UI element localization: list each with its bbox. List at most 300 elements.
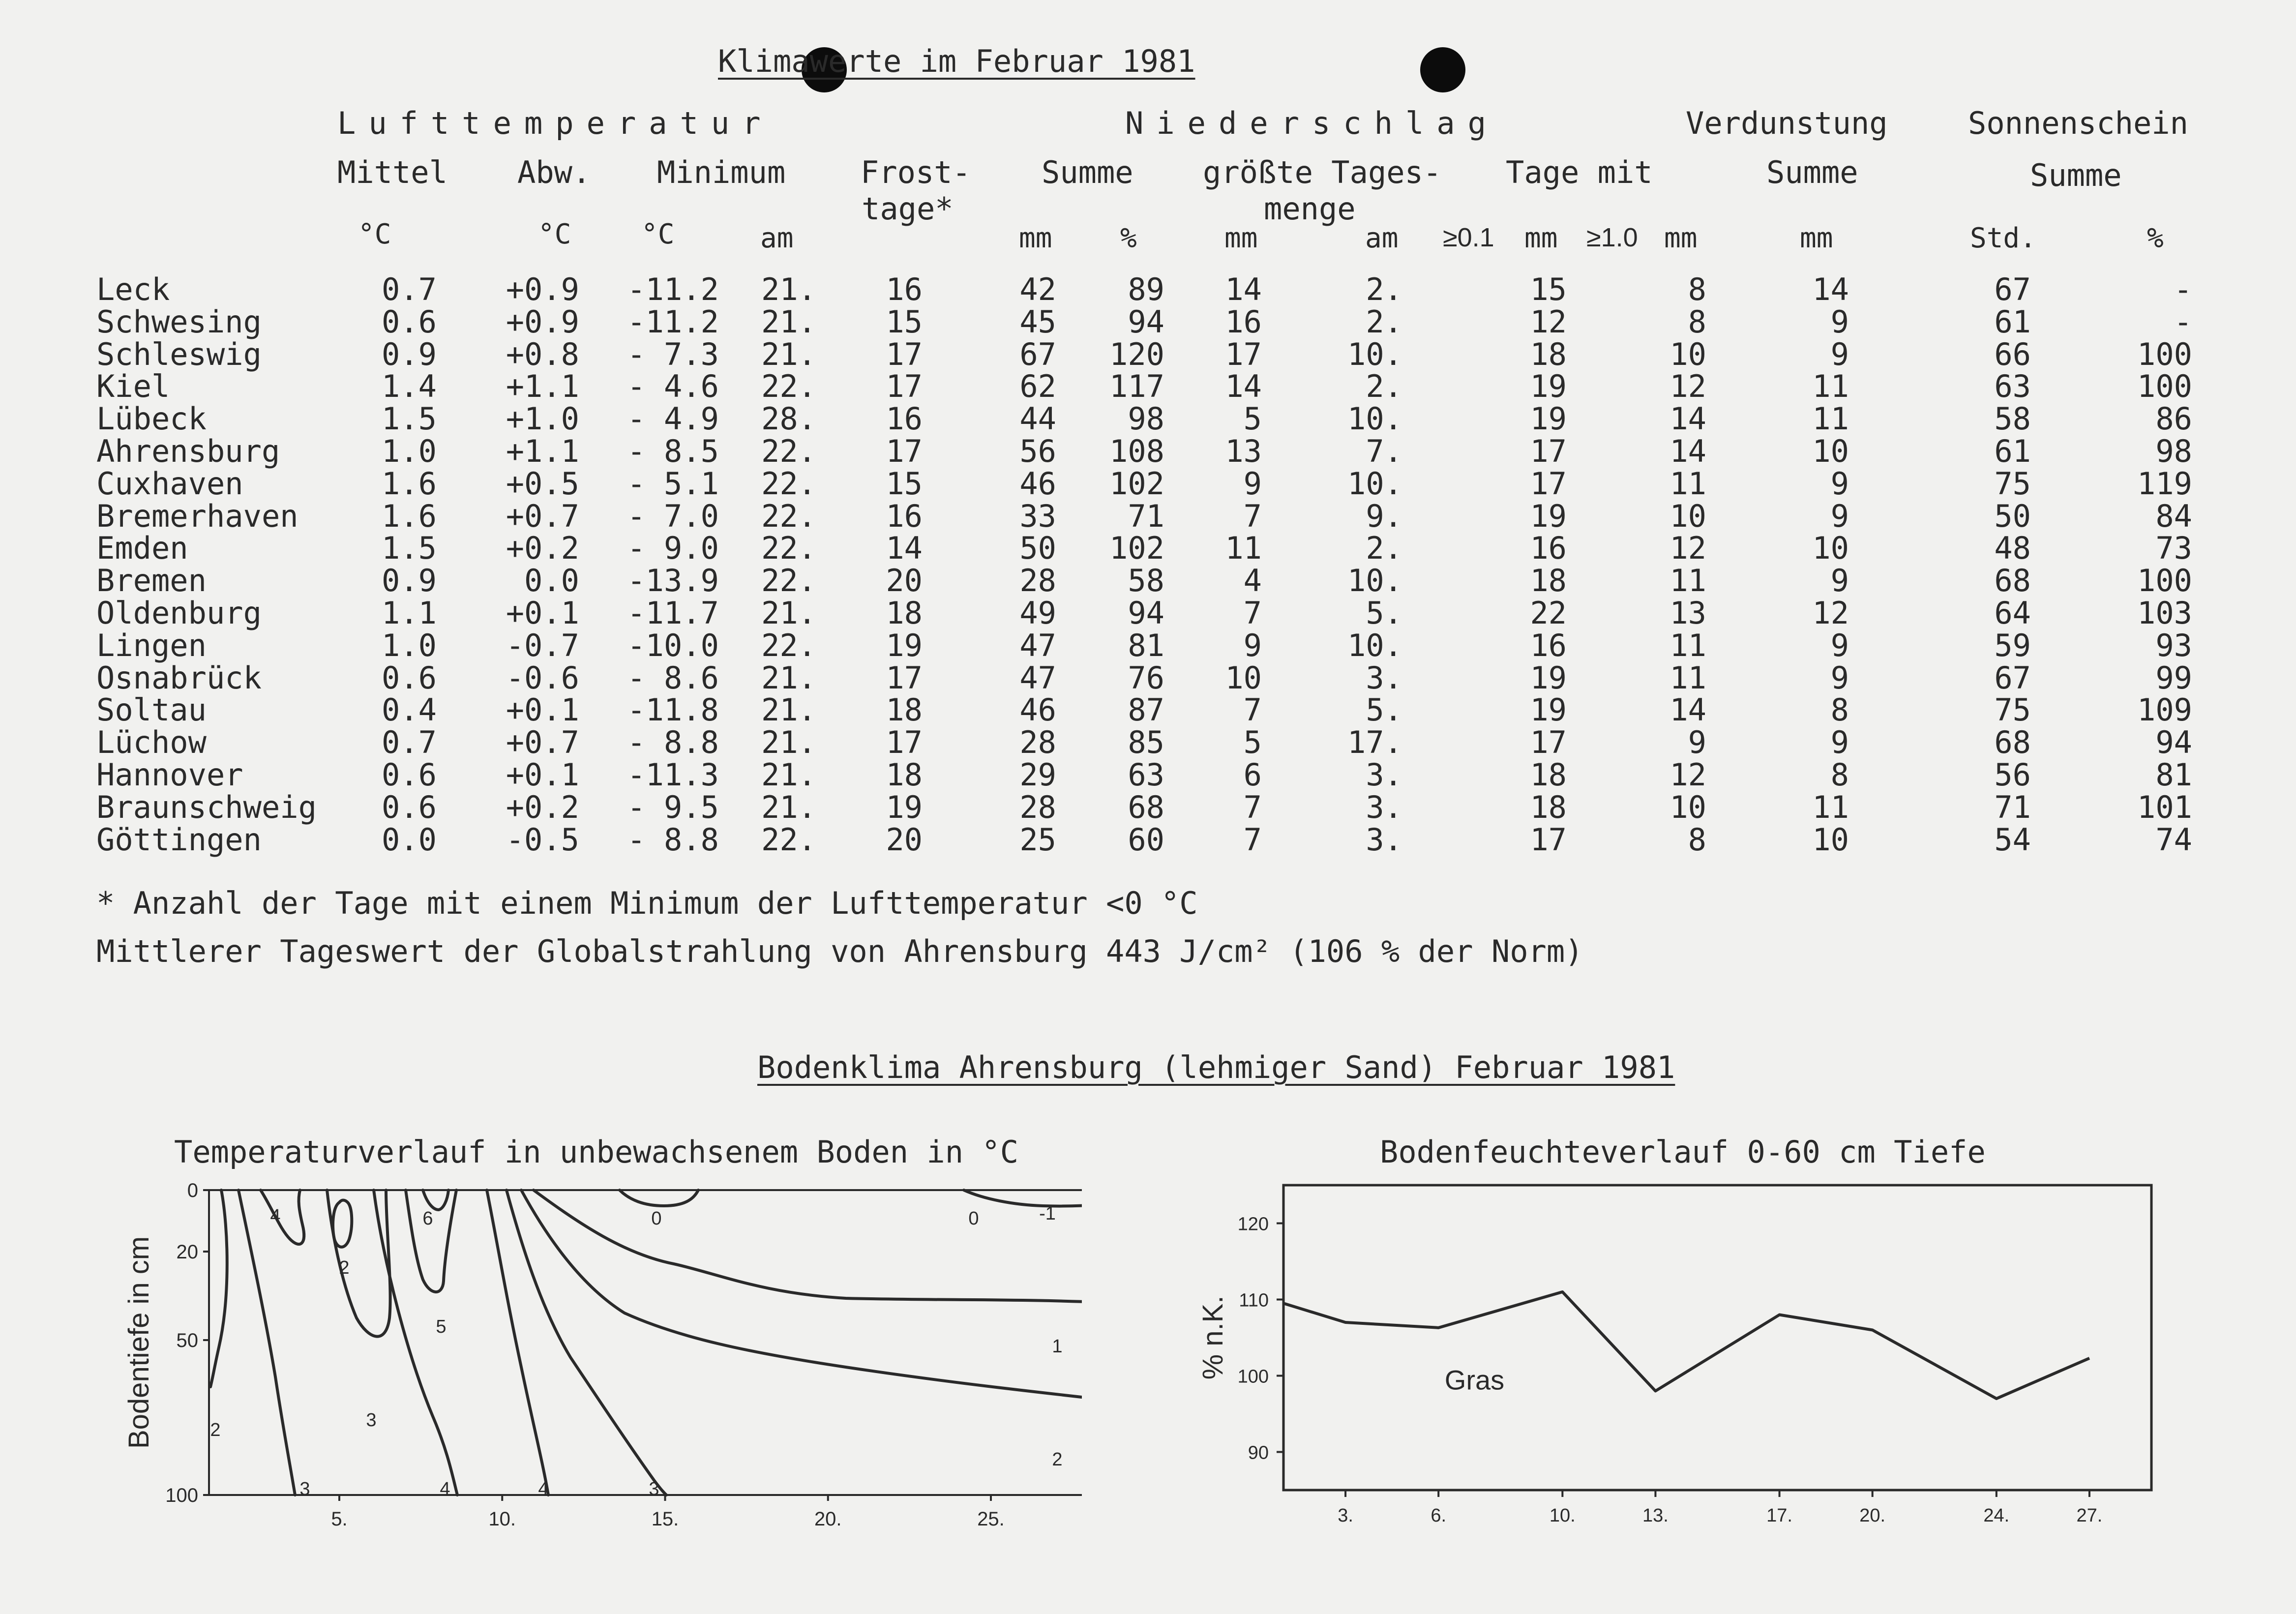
cell-tage-01: 18: [1530, 789, 1567, 825]
chart1-x-tick-label: 15.: [651, 1508, 679, 1530]
punch-hole-right: [1420, 47, 1465, 92]
unit-tage-01: ≥0.1: [1443, 223, 1494, 252]
chart1-x-tick-label: 25.: [977, 1508, 1005, 1530]
cell-verdunstung: 8: [1830, 757, 1849, 793]
isotherm-4-loop: [261, 1190, 304, 1244]
cell-station: Lübeck: [96, 401, 207, 437]
cell-mittel: 0.4: [382, 692, 437, 728]
cell-groesste-mm: 14: [1225, 368, 1262, 405]
cell-abw: +0.1: [506, 692, 579, 728]
cell-mittel: 0.6: [382, 757, 437, 793]
chart1-contour-label: 2: [1052, 1449, 1063, 1470]
cell-sonnenschein-std: 64: [1994, 595, 2031, 631]
cell-frosttage: 18: [886, 595, 923, 631]
cell-mittel: 0.7: [382, 724, 437, 761]
cell-sonnenschein-std: 59: [1994, 627, 2031, 663]
cell-groesste-am: 3.: [1366, 757, 1402, 793]
chart1-x-tick-label: 20.: [814, 1508, 842, 1530]
cell-verdunstung: 9: [1830, 659, 1849, 696]
cell-summe-pct: 58: [1128, 563, 1164, 599]
cell-mittel: 1.6: [382, 498, 437, 534]
chart1-y-tick-label: 100: [165, 1485, 198, 1506]
cell-groesste-mm: 14: [1225, 271, 1262, 307]
chart2-x-tick-label: 10.: [1549, 1505, 1576, 1526]
cell-mittel: 1.6: [382, 465, 437, 502]
cell-verdunstung: 9: [1830, 465, 1849, 502]
cell-tage-10: 13: [1670, 595, 1706, 631]
cell-sonnenschein-std: 71: [1994, 789, 2031, 825]
cell-sonnenschein-pct: 94: [2155, 724, 2192, 761]
cell-frosttage: 17: [886, 368, 923, 405]
cell-summe-pct: 89: [1128, 271, 1164, 307]
cell-summe-mm: 47: [1019, 659, 1056, 696]
cell-station: Kiel: [96, 368, 170, 405]
header-summe-verdunstung: Summe: [1766, 154, 1858, 190]
cell-minimum: - 8.8: [627, 821, 719, 858]
cell-summe-mm: 33: [1019, 498, 1056, 534]
chart1-x-tick-label: 10.: [488, 1508, 516, 1530]
cell-tage-01: 16: [1530, 530, 1567, 567]
cell-summe-pct: 102: [1109, 465, 1164, 502]
chart2-series-line: [1283, 1292, 2089, 1399]
cell-groesste-am: 5.: [1366, 595, 1402, 631]
cell-groesste-mm: 6: [1243, 757, 1262, 793]
chart2-y-tick-label: 110: [1239, 1290, 1269, 1311]
chart1-contour-label: 6: [422, 1208, 433, 1229]
cell-sonnenschein-pct: 100: [2137, 336, 2192, 372]
chart1-contour-label: 3: [649, 1479, 659, 1499]
isotherm-6-loop: [423, 1190, 448, 1210]
cell-groesste-am: 3.: [1366, 821, 1402, 858]
cell-summe-pct: 68: [1128, 789, 1164, 825]
cell-summe-pct: 108: [1109, 433, 1164, 469]
cell-station: Cuxhaven: [96, 465, 243, 502]
bodenklima-title: Bodenklima Ahrensburg (lehmiger Sand) Februar 1981: [757, 1049, 1675, 1085]
cell-verdunstung: 9: [1830, 627, 1849, 663]
cell-minimum-am: 22.: [761, 563, 816, 599]
cell-groesste-am: 10.: [1347, 563, 1402, 599]
chart2-y-tick-label: 120: [1237, 1214, 1269, 1235]
cell-tage-10: 14: [1670, 401, 1706, 437]
cell-frosttage: 15: [886, 465, 923, 502]
cell-verdunstung: 9: [1830, 498, 1849, 534]
cell-tage-01: 22: [1530, 595, 1567, 631]
chart1-contour-label: 3: [299, 1479, 310, 1499]
cell-summe-pct: 85: [1128, 724, 1164, 761]
isotherm-2-long: [521, 1190, 1082, 1402]
cell-frosttage: 14: [886, 530, 923, 567]
cell-abw: +0.9: [506, 303, 579, 340]
cell-groesste-mm: 17: [1225, 336, 1262, 372]
chart1-y-tick-label: 50: [176, 1330, 198, 1351]
cell-sonnenschein-std: 50: [1994, 498, 2031, 534]
cell-minimum-am: 22.: [761, 368, 816, 405]
chart1-contour-label: 5: [436, 1316, 447, 1337]
cell-minimum: -11.7: [627, 595, 719, 631]
isotherm-2-left: [210, 1190, 227, 1387]
chart2-series-label: Gras: [1444, 1364, 1505, 1396]
cell-tage-10: 11: [1670, 627, 1706, 663]
cell-tage-10: 9: [1688, 724, 1706, 761]
cell-sonnenschein-pct: 119: [2137, 465, 2192, 502]
cell-tage-10: 8: [1688, 271, 1706, 307]
cell-summe-pct: 98: [1128, 401, 1164, 437]
cell-mittel: 1.0: [382, 627, 437, 663]
group-lufttemperatur: Lufttemperatur: [337, 105, 774, 141]
cell-abw: 0.0: [524, 563, 579, 599]
cell-abw: +0.7: [506, 724, 579, 761]
cell-abw: +0.5: [506, 465, 579, 502]
footnote-frosttage: * Anzahl der Tage mit einem Minimum der Lufttemperatur <0 °C: [96, 885, 1198, 921]
cell-summe-pct: 81: [1128, 627, 1164, 663]
chart2-y-tick-label: 90: [1248, 1442, 1269, 1464]
cell-groesste-mm: 9: [1243, 627, 1262, 663]
cell-groesste-am: 10.: [1347, 627, 1402, 663]
chart2-x-tick-label: 13.: [1642, 1505, 1669, 1526]
cell-sonnenschein-pct: 109: [2137, 692, 2192, 728]
cell-abw: +0.9: [506, 271, 579, 307]
cell-mittel: 1.0: [382, 433, 437, 469]
chart1-contour-label: 0: [651, 1208, 662, 1229]
cell-verdunstung: 9: [1830, 336, 1849, 372]
cell-frosttage: 19: [886, 627, 923, 663]
isotherm-3-right: [507, 1190, 666, 1495]
cell-summe-mm: 45: [1019, 303, 1056, 340]
cell-sonnenschein-std: 54: [1994, 821, 2031, 858]
cell-minimum: - 4.6: [627, 368, 719, 405]
header-groesste-tagesmenge-2: menge: [1264, 191, 1356, 227]
chart1-y-tick-label: 0: [187, 1180, 198, 1201]
cell-frosttage: 17: [886, 433, 923, 469]
cell-sonnenschein-pct: -: [2174, 303, 2192, 340]
cell-summe-mm: 56: [1019, 433, 1056, 469]
cell-groesste-am: 10.: [1347, 336, 1402, 372]
chart1-contour-label: 4: [440, 1479, 450, 1499]
cell-minimum-am: 21.: [761, 692, 816, 728]
cell-frosttage: 20: [886, 563, 923, 599]
cell-station: Leck: [96, 271, 170, 307]
cell-sonnenschein-pct: -: [2174, 271, 2192, 307]
unit-summe-pct: %: [1120, 222, 1137, 254]
header-mittel: Mittel: [337, 154, 447, 190]
cell-summe-pct: 120: [1109, 336, 1164, 372]
cell-verdunstung: 8: [1830, 692, 1849, 728]
chart1-contour-label: 0: [968, 1208, 979, 1229]
cell-sonnenschein-std: 58: [1994, 401, 2031, 437]
cell-tage-01: 12: [1530, 303, 1567, 340]
cell-sonnenschein-std: 63: [1994, 368, 2031, 405]
cell-frosttage: 17: [886, 724, 923, 761]
cell-tage-10: 11: [1670, 659, 1706, 696]
cell-sonnenschein-pct: 103: [2137, 595, 2192, 631]
cell-verdunstung: 9: [1830, 563, 1849, 599]
cell-tage-10: 10: [1670, 498, 1706, 534]
cell-frosttage: 18: [886, 757, 923, 793]
cell-tage-01: 17: [1530, 433, 1567, 469]
isotherm-0-upper: [620, 1190, 698, 1206]
chart2-x-tick-label: 6.: [1431, 1505, 1447, 1526]
cell-sonnenschein-pct: 98: [2155, 433, 2192, 469]
cell-summe-pct: 71: [1128, 498, 1164, 534]
unit-sonnenschein-std: Std.: [1970, 222, 2036, 254]
cell-frosttage: 19: [886, 789, 923, 825]
cell-sonnenschein-pct: 101: [2137, 789, 2192, 825]
cell-verdunstung: 14: [1812, 271, 1849, 307]
cell-sonnenschein-pct: 93: [2155, 627, 2192, 663]
cell-minimum-am: 21.: [761, 336, 816, 372]
cell-tage-10: 11: [1670, 563, 1706, 599]
unit-mittel: °C: [358, 218, 391, 250]
cell-tage-01: 17: [1530, 821, 1567, 858]
unit-groesste-am: am: [1365, 222, 1399, 254]
cell-summe-pct: 63: [1128, 757, 1164, 793]
cell-groesste-mm: 9: [1243, 465, 1262, 502]
cell-minimum-am: 21.: [761, 595, 816, 631]
cell-tage-01: 19: [1530, 368, 1567, 405]
cell-groesste-mm: 7: [1243, 692, 1262, 728]
cell-groesste-mm: 16: [1225, 303, 1262, 340]
cell-sonnenschein-std: 61: [1994, 433, 2031, 469]
cell-station: Bremerhaven: [96, 498, 298, 534]
chart2-x-tick-label: 17.: [1766, 1505, 1792, 1526]
cell-minimum-am: 22.: [761, 530, 816, 567]
cell-station: Göttingen: [96, 821, 262, 858]
cell-summe-mm: 47: [1019, 627, 1056, 663]
chart1-plot-frame: [209, 1190, 1082, 1495]
unit-summe-mm: mm: [1019, 222, 1052, 254]
cell-sonnenschein-std: 68: [1994, 724, 2031, 761]
cell-minimum: -13.9: [627, 563, 719, 599]
cell-station: Schwesing: [96, 303, 262, 340]
cell-minimum: -11.2: [627, 271, 719, 307]
cell-frosttage: 15: [886, 303, 923, 340]
cell-tage-01: 15: [1530, 271, 1567, 307]
cell-abw: +0.8: [506, 336, 579, 372]
cell-tage-10: 11: [1670, 465, 1706, 502]
unit-min-am: am: [760, 222, 794, 254]
cell-tage-01: 19: [1530, 498, 1567, 534]
cell-minimum-am: 21.: [761, 757, 816, 793]
isotherm-1-long: [534, 1190, 1082, 1303]
cell-mittel: 1.4: [382, 368, 437, 405]
cell-groesste-am: 17.: [1347, 724, 1402, 761]
cell-groesste-mm: 13: [1225, 433, 1262, 469]
cell-station: Hannover: [96, 757, 243, 793]
group-niederschlag: Niederschlag: [1125, 105, 1499, 141]
cell-groesste-am: 3.: [1366, 789, 1402, 825]
cell-minimum-am: 28.: [761, 401, 816, 437]
cell-mittel: 0.6: [382, 659, 437, 696]
cell-mittel: 0.9: [382, 563, 437, 599]
unit-sonnenschein-pct: %: [2147, 222, 2164, 254]
cell-frosttage: 17: [886, 336, 923, 372]
cell-frosttage: 16: [886, 498, 923, 534]
cell-minimum-am: 22.: [761, 821, 816, 858]
cell-minimum-am: 21.: [761, 789, 816, 825]
header-groesste-tagesmenge-1: größte Tages-: [1203, 154, 1442, 190]
chart2-y-tick-label: 100: [1237, 1366, 1269, 1387]
header-frosttage-2: tage*: [862, 191, 954, 227]
cell-sonnenschein-std: 68: [1994, 563, 2031, 599]
cell-groesste-mm: 7: [1243, 789, 1262, 825]
group-verdunstung: Verdunstung: [1686, 105, 1888, 141]
cell-summe-pct: 94: [1128, 303, 1164, 340]
cell-station: Bremen: [96, 563, 207, 599]
cell-sonnenschein-std: 67: [1994, 271, 2031, 307]
cell-verdunstung: 11: [1812, 368, 1849, 405]
chart1-contour-label: 2: [210, 1420, 221, 1440]
cell-sonnenschein-pct: 86: [2155, 401, 2192, 437]
cell-verdunstung: 10: [1812, 530, 1849, 567]
unit-tage-10: ≥1.0: [1586, 223, 1638, 252]
cell-summe-mm: 25: [1019, 821, 1056, 858]
cell-verdunstung: 9: [1830, 724, 1849, 761]
cell-verdunstung: 10: [1812, 821, 1849, 858]
cell-mittel: 1.5: [382, 401, 437, 437]
cell-sonnenschein-pct: 84: [2155, 498, 2192, 534]
cell-minimum-am: 21.: [761, 303, 816, 340]
cell-tage-10: 14: [1670, 692, 1706, 728]
cell-abw: +0.2: [506, 789, 579, 825]
chart-moisture-title: Bodenfeuchteverlauf 0-60 cm Tiefe: [1380, 1134, 1986, 1170]
cell-minimum: -10.0: [627, 627, 719, 663]
cell-verdunstung: 12: [1812, 595, 1849, 631]
header-abw: Abw.: [517, 154, 591, 190]
cell-groesste-mm: 7: [1243, 821, 1262, 858]
cell-station: Lüchow: [96, 724, 207, 761]
cell-summe-pct: 102: [1109, 530, 1164, 567]
chart1-contour-label: 4: [270, 1206, 281, 1226]
cell-frosttage: 16: [886, 271, 923, 307]
unit-tage-01-mm: mm: [1524, 222, 1558, 254]
cell-summe-pct: 87: [1128, 692, 1164, 728]
header-frosttage-1: Frost-: [861, 154, 971, 190]
cell-tage-01: 19: [1530, 401, 1567, 437]
cell-mittel: 1.5: [382, 530, 437, 567]
cell-tage-10: 10: [1670, 336, 1706, 372]
chart1-contour-label: -1: [1039, 1203, 1056, 1224]
cell-tage-10: 10: [1670, 789, 1706, 825]
chart2-x-tick-label: 20.: [1859, 1505, 1886, 1526]
cell-groesste-mm: 4: [1243, 563, 1262, 599]
cell-station: Braunschweig: [96, 789, 317, 825]
cell-minimum: -11.2: [627, 303, 719, 340]
cell-summe-mm: 49: [1019, 595, 1056, 631]
cell-tage-01: 17: [1530, 724, 1567, 761]
cell-station: Lingen: [96, 627, 207, 663]
cell-abw: +0.1: [506, 757, 579, 793]
cell-abw: +1.1: [506, 368, 579, 405]
chart1-x-tick-label: 5.: [331, 1508, 348, 1530]
cell-tage-01: 16: [1530, 627, 1567, 663]
cell-tage-10: 12: [1670, 530, 1706, 567]
unit-groesste-mm: mm: [1224, 222, 1258, 254]
cell-tage-01: 17: [1530, 465, 1567, 502]
cell-summe-pct: 117: [1109, 368, 1164, 405]
cell-sonnenschein-pct: 81: [2155, 757, 2192, 793]
page-title: Klimawerte im Februar 1981: [718, 43, 1195, 79]
cell-tage-01: 19: [1530, 659, 1567, 696]
cell-abw: -0.7: [506, 627, 579, 663]
cell-summe-mm: 28: [1019, 563, 1056, 599]
cell-station: Soltau: [96, 692, 207, 728]
cell-minimum-am: 22.: [761, 465, 816, 502]
chart1-contour-label: 1: [1052, 1336, 1063, 1357]
unit-abw: °C: [538, 218, 571, 250]
cell-mittel: 0.9: [382, 336, 437, 372]
cell-summe-mm: 28: [1019, 724, 1056, 761]
header-summe-sonnenschein: Summe: [2030, 157, 2122, 193]
cell-mittel: 1.1: [382, 595, 437, 631]
cell-minimum: -11.8: [627, 692, 719, 728]
cell-tage-01: 18: [1530, 563, 1567, 599]
isotherm-0-right: [964, 1190, 1082, 1206]
cell-minimum: - 8.8: [627, 724, 719, 761]
cell-tage-10: 14: [1670, 433, 1706, 469]
cell-minimum-am: 22.: [761, 498, 816, 534]
cell-abw: +1.1: [506, 433, 579, 469]
cell-summe-mm: 67: [1019, 336, 1056, 372]
cell-verdunstung: 9: [1830, 303, 1849, 340]
cell-groesste-mm: 5: [1243, 401, 1262, 437]
chart1-y-axis-label: Bodentiefe in cm: [123, 1236, 155, 1449]
cell-verdunstung: 11: [1812, 401, 1849, 437]
chart-temperature-title: Temperaturverlauf in unbewachsenem Boden in °C: [174, 1134, 1019, 1170]
cell-sonnenschein-std: 75: [1994, 465, 2031, 502]
cell-sonnenschein-pct: 73: [2155, 530, 2192, 567]
cell-tage-10: 8: [1688, 821, 1706, 858]
cell-sonnenschein-std: 48: [1994, 530, 2031, 567]
chart2-y-axis-label: % n.K.: [1197, 1295, 1229, 1380]
cell-summe-mm: 46: [1019, 692, 1056, 728]
cell-frosttage: 16: [886, 401, 923, 437]
cell-sonnenschein-std: 75: [1994, 692, 2031, 728]
cell-summe-mm: 44: [1019, 401, 1056, 437]
unit-verdunstung-mm: mm: [1800, 222, 1833, 254]
cell-groesste-mm: 7: [1243, 498, 1262, 534]
cell-groesste-am: 2.: [1366, 271, 1402, 307]
header-summe-niederschlag: Summe: [1042, 154, 1133, 190]
cell-frosttage: 18: [886, 692, 923, 728]
cell-tage-10: 12: [1670, 757, 1706, 793]
cell-minimum-am: 21.: [761, 724, 816, 761]
chart1-y-tick-label: 20: [176, 1241, 198, 1263]
group-sonnenschein: Sonnenschein: [1968, 105, 2188, 141]
cell-minimum-am: 21.: [761, 271, 816, 307]
cell-groesste-am: 9.: [1366, 498, 1402, 534]
cell-tage-10: 12: [1670, 368, 1706, 405]
cell-sonnenschein-std: 67: [1994, 659, 2031, 696]
chart2-x-tick-label: 3.: [1338, 1505, 1353, 1526]
cell-minimum-am: 22.: [761, 433, 816, 469]
cell-minimum-am: 21.: [761, 659, 816, 696]
cell-summe-pct: 60: [1128, 821, 1164, 858]
cell-frosttage: 20: [886, 821, 923, 858]
cell-sonnenschein-pct: 100: [2137, 368, 2192, 405]
cell-verdunstung: 11: [1812, 789, 1849, 825]
cell-verdunstung: 10: [1812, 433, 1849, 469]
cell-abw: -0.6: [506, 659, 579, 696]
header-tage-mit: Tage mit: [1506, 154, 1653, 190]
cell-sonnenschein-std: 56: [1994, 757, 2031, 793]
cell-sonnenschein-std: 61: [1994, 303, 2031, 340]
cell-mittel: 0.6: [382, 303, 437, 340]
cell-minimum: - 7.0: [627, 498, 719, 534]
cell-station: Oldenburg: [96, 595, 262, 631]
cell-tage-01: 18: [1530, 757, 1567, 793]
unit-min: °C: [641, 218, 675, 250]
cell-summe-mm: 50: [1019, 530, 1056, 567]
